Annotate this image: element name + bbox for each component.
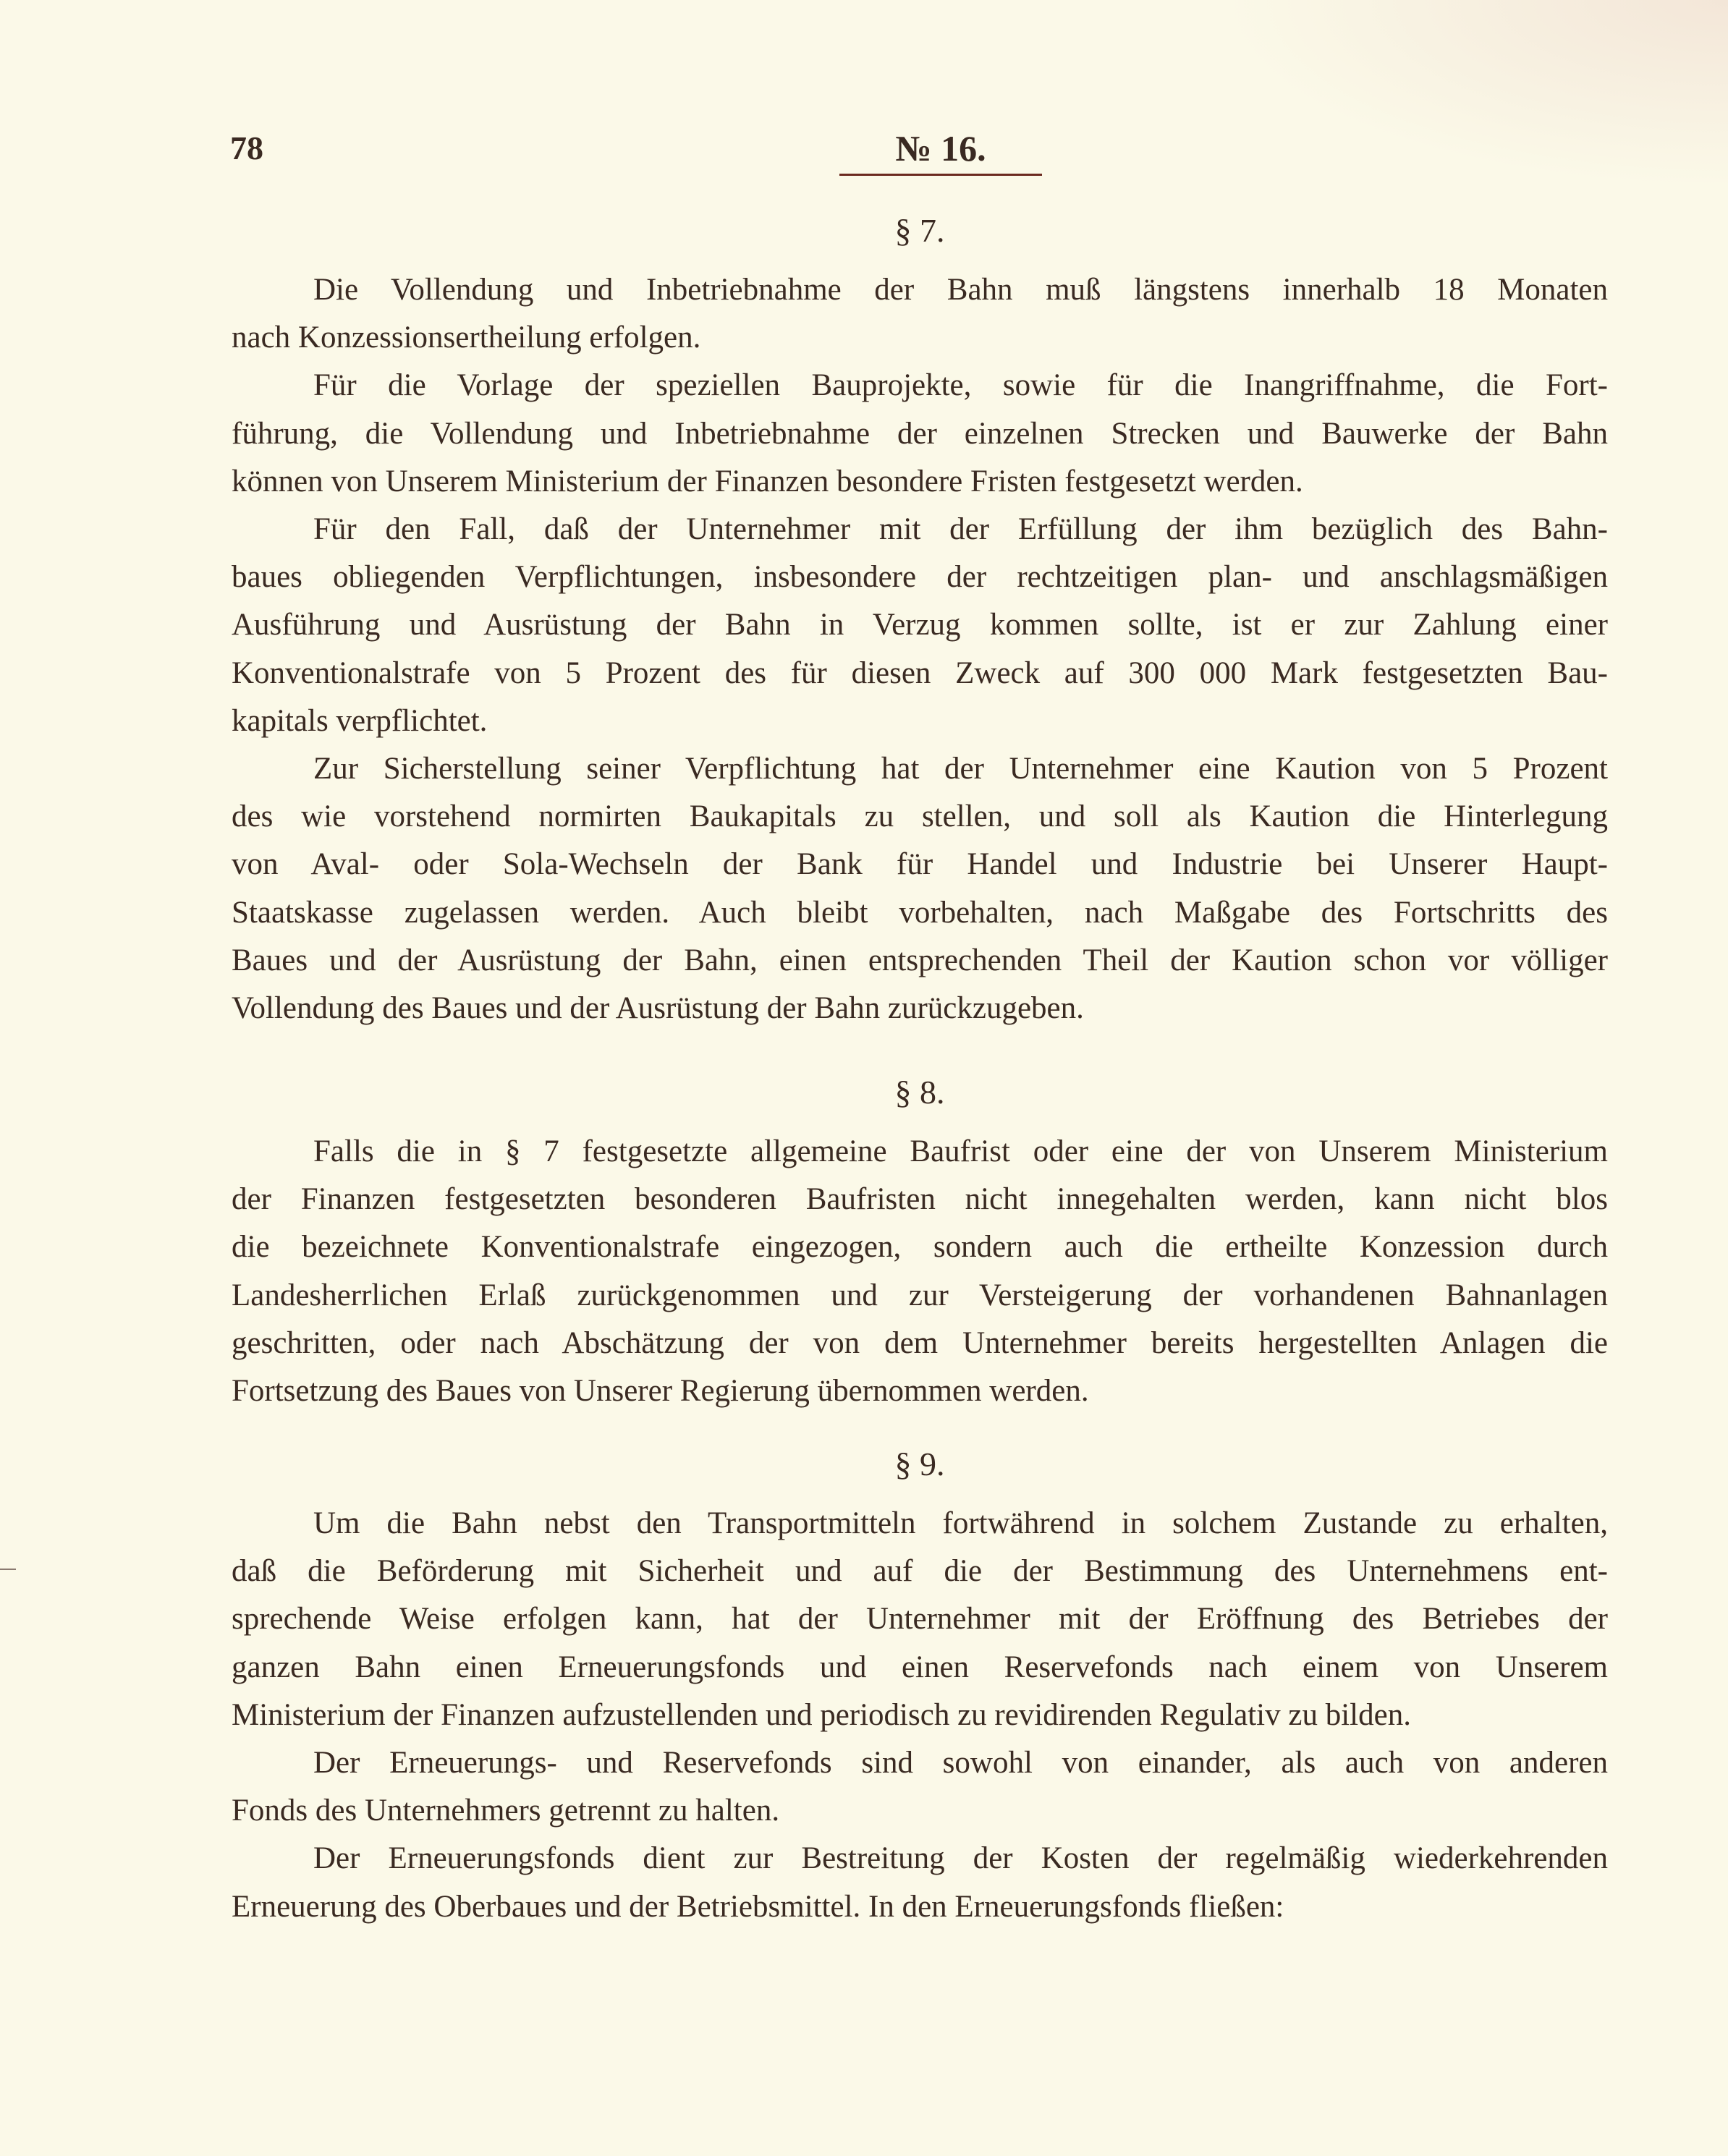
text-line: Erneuerung des Oberbaues und der Betriebsmittel. In den Erneuerungsfonds fließen: bbox=[232, 1890, 1284, 1924]
page-number: 78 bbox=[230, 130, 263, 166]
text-line: Die Vollendung und Inbetriebnahme der Bahn muß längstens innerhalb 18 Monaten bbox=[313, 273, 1608, 307]
text-line: Fonds des Unternehmers getrennt zu halten. bbox=[232, 1794, 780, 1828]
text-line: Für den Fall, daß der Unternehmer mit der Erfüllung der ihm bezüglich des Bahn- bbox=[313, 512, 1608, 546]
text-line: Ausführung und Ausrüstung der Bahn in Verzug kommen sollte, ist er zur Zahlung einer bbox=[232, 608, 1608, 642]
text-line: daß die Beförderung mit Sicherheit und auf die der Bestimmung des Unternehmens ent- bbox=[232, 1554, 1608, 1588]
text-line: kapitals verpflichtet. bbox=[232, 704, 488, 738]
margin-mark bbox=[0, 1569, 16, 1570]
page-discoloration bbox=[1221, 0, 1728, 188]
text-line: Landesherrlichen Erlaß zurückgenommen und zur Versteigerung der vorhandenen Bahnanlagen bbox=[232, 1278, 1608, 1312]
section-heading: § 7. bbox=[894, 212, 945, 249]
text-line: Zur Sicherstellung seiner Verpflichtung hat der Unternehmer eine Kaution von 5 Prozent bbox=[313, 752, 1608, 786]
text-line: sprechende Weise erfolgen kann, hat der Unternehmer mit der Eröffnung des Betriebes der bbox=[232, 1602, 1608, 1636]
text-line: Falls die in § 7 festgesetzte allgemeine Baufrist oder eine der von Unserem Ministerium bbox=[313, 1134, 1608, 1168]
text-line: ganzen Bahn einen Erneuerungsfonds und einen Reservefonds nach einem von Unserem bbox=[232, 1650, 1608, 1684]
text-line: geschritten, oder nach Abschätzung der von dem Unternehmer bereits hergestellten Anlagen die bbox=[232, 1326, 1608, 1360]
text-line: nach Konzessionsertheilung erfolgen. bbox=[232, 321, 701, 355]
text-line: Für die Vorlage der speziellen Bauprojekte, sowie für die Inangriffnahme, die Fort- bbox=[313, 368, 1608, 402]
text-line: können von Unserem Ministerium der Finanzen besondere Fristen festgesetzt werden. bbox=[232, 464, 1303, 498]
text-line: der Finanzen festgesetzten besonderen Baufristen nicht innegehalten werden, kann nicht blos bbox=[232, 1182, 1608, 1216]
text-line: Der Erneuerungs- und Reservefonds sind sowohl von einander, als auch von anderen bbox=[313, 1746, 1608, 1780]
text-line: Der Erneuerungsfonds dient zur Bestreitung der Kosten der regelmäßig wiederkehrenden bbox=[313, 1841, 1608, 1875]
text-line: Konventionalstrafe von 5 Prozent des für diesen Zweck auf 300 000 Mark festgesetzten Bau- bbox=[232, 656, 1608, 690]
text-line: führung, die Vollendung und Inbetriebnahme der einzelnen Strecken und Bauwerke der Bahn bbox=[232, 417, 1608, 451]
text-line: von Aval- oder Sola-Wechseln der Bank für Handel und Industrie bei Unserer Haupt- bbox=[232, 847, 1608, 881]
text-line: Ministerium der Finanzen aufzustellenden und periodisch zu revidirenden Regulativ zu bilden. bbox=[232, 1698, 1411, 1732]
section-heading: § 8. bbox=[894, 1074, 945, 1111]
text-line: Fortsetzung des Baues von Unserer Regierung übernommen werden. bbox=[232, 1374, 1089, 1408]
text-line: Vollendung des Baues und der Ausrüstung der Bahn zurückzugeben. bbox=[232, 991, 1084, 1025]
section-heading: § 9. bbox=[894, 1446, 945, 1482]
text-line: baues obliegenden Verpflichtungen, insbesondere der rechtzeitigen plan- und anschlagsmäßigen bbox=[232, 560, 1608, 594]
text-line: Staatskasse zugelassen werden. Auch bleibt vorbehalten, nach Maßgabe des Fortschritts des bbox=[232, 896, 1608, 930]
text-line: des wie vorstehend normirten Baukapitals zu stellen, und soll als Kaution die Hinterlegung bbox=[232, 799, 1608, 833]
text-line: Um die Bahn nebst den Transportmitteln fortwährend in solchem Zustande zu erhalten, bbox=[313, 1506, 1608, 1540]
issue-number: № 16. bbox=[839, 127, 1042, 176]
text-line: Baues und der Ausrüstung der Bahn, einen entsprechenden Theil der Kaution schon vor völliger bbox=[232, 943, 1608, 977]
text-line: die bezeichnete Konventionalstrafe eingezogen, sondern auch die ertheilte Konzession durch bbox=[232, 1230, 1608, 1264]
